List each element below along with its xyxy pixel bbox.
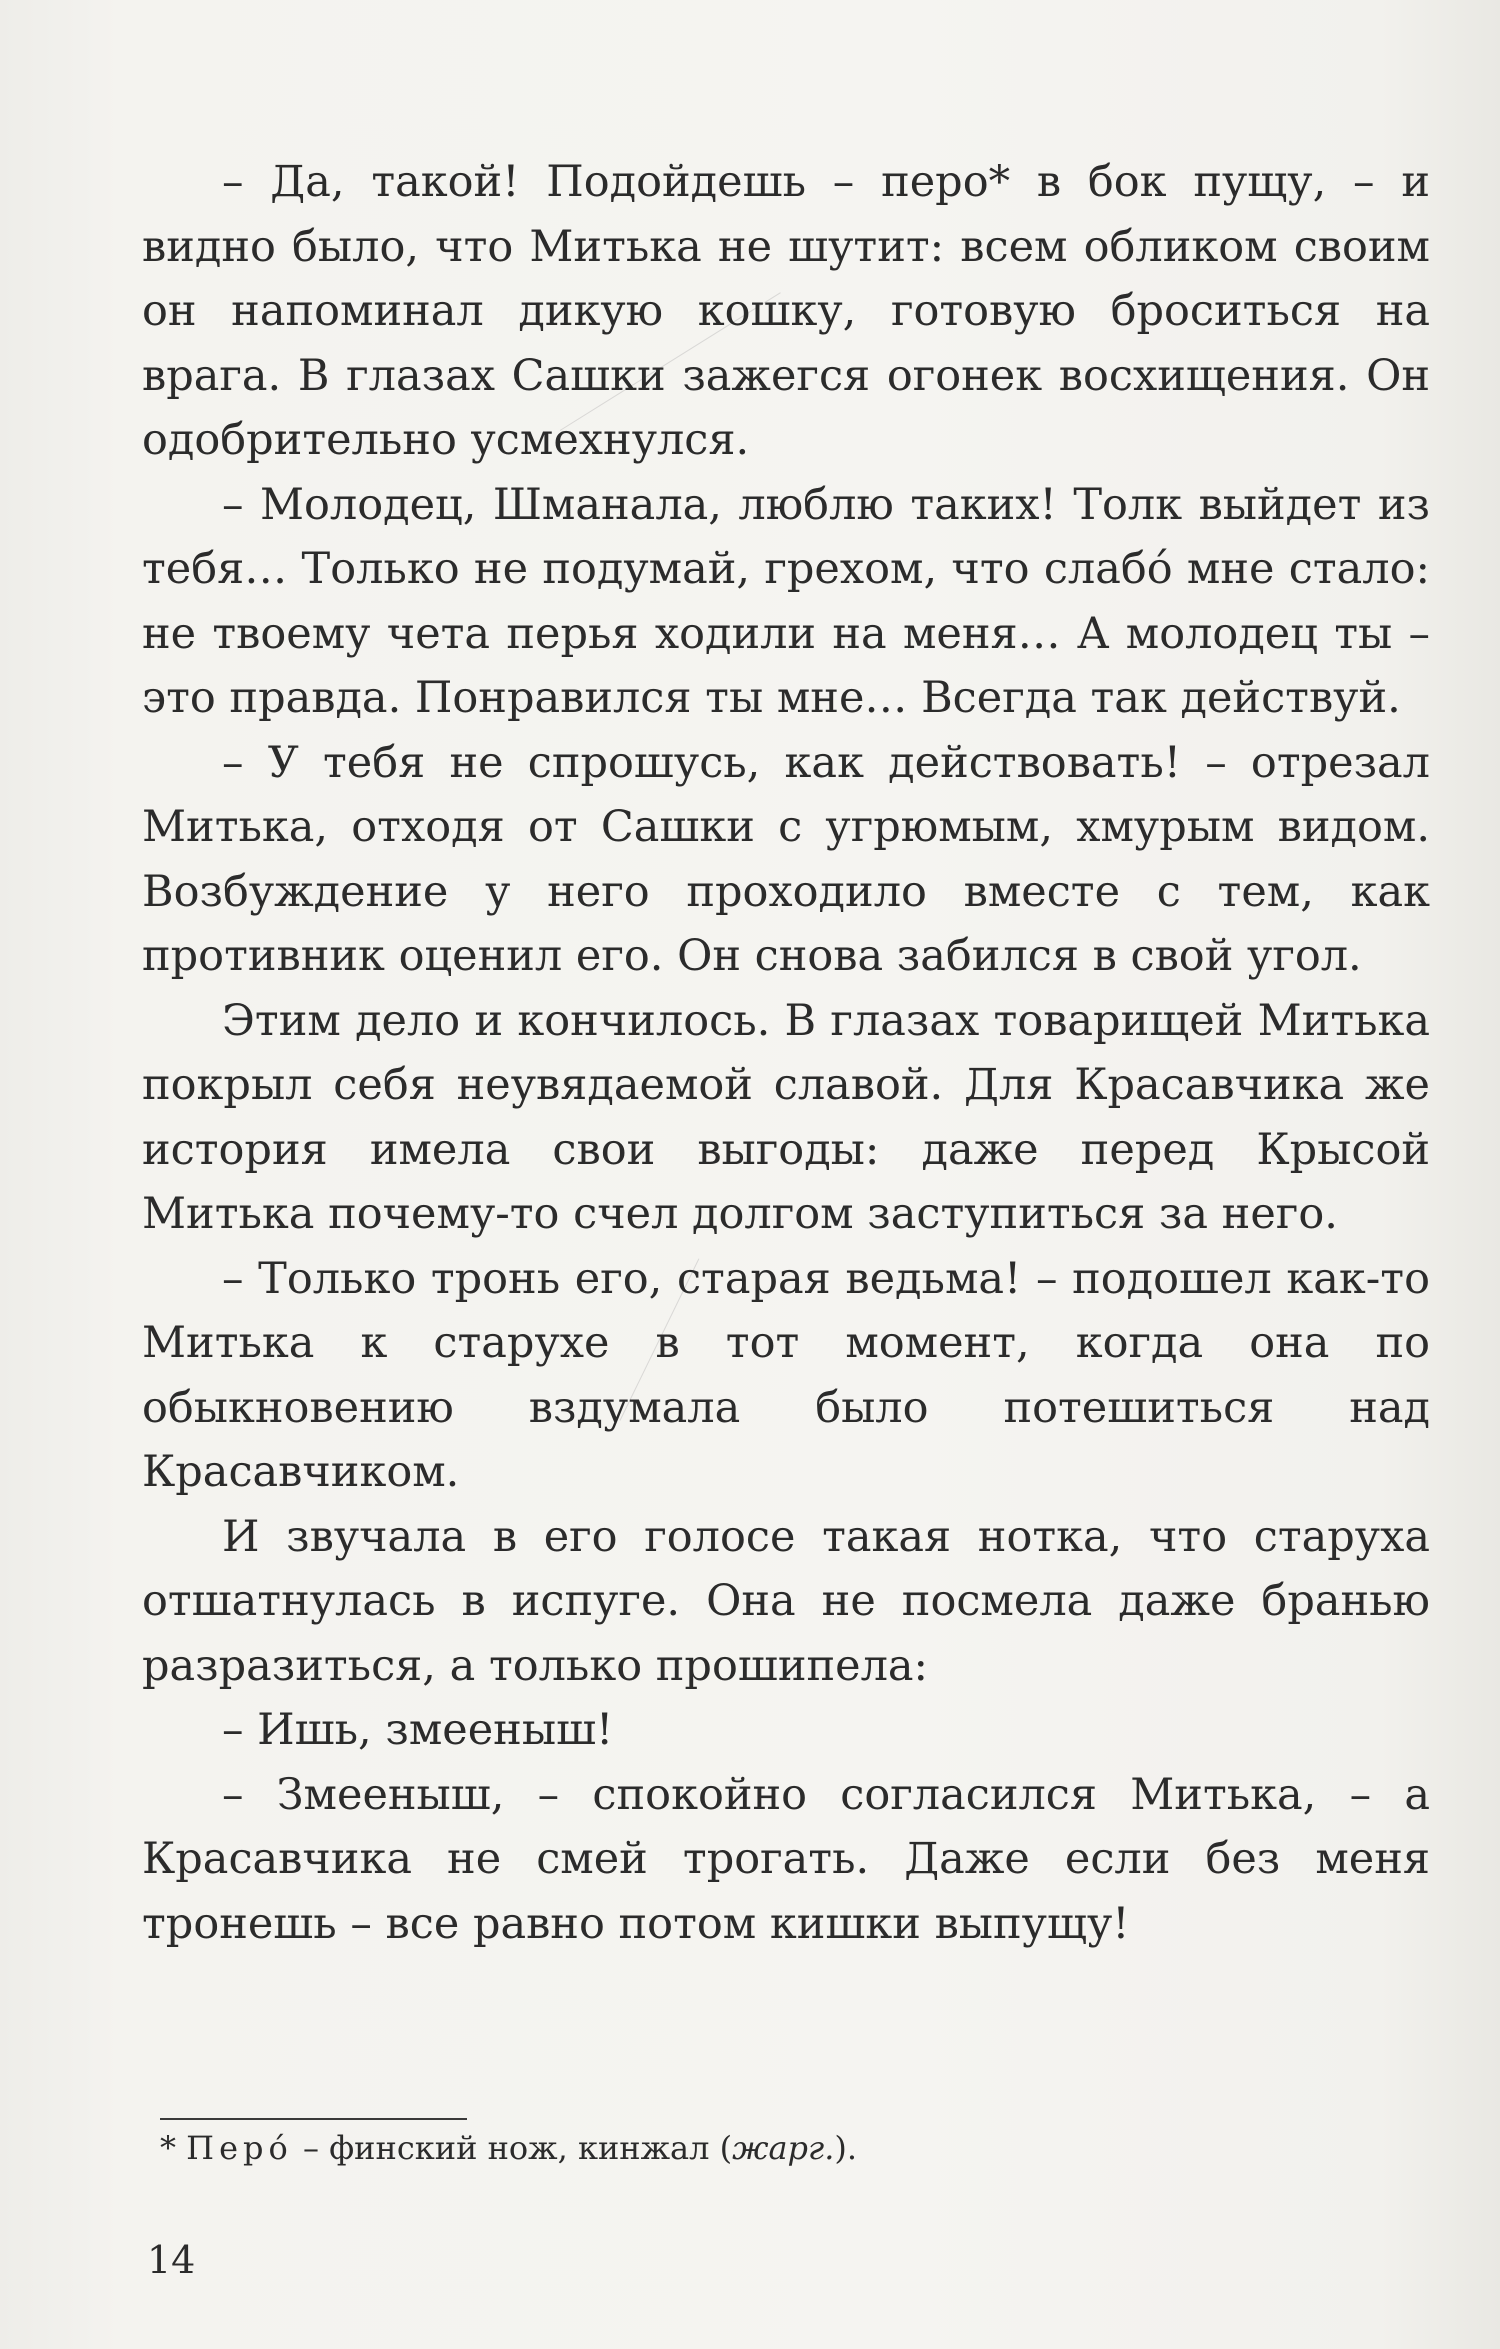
paragraph: – Змееныш, – спокойно согласился Митька, – а Красавчика не смей трогать. Даже если без меня тронешь – все равно потом кишки выпущу! xyxy=(142,1769,1430,1949)
paragraph: – У тебя не спрошусь, как действовать! – отрезал Митька, отходя от Сашки с угрюмым, хмурым видом. Возбуждение у него проходило вместе с тем, как противник оценил его. Он снова забился в свой угол. xyxy=(142,737,1430,981)
paragraph: – Ишь, змееныш! xyxy=(222,1705,614,1755)
main-text xyxy=(142,150,1430,1956)
paragraph: Этим дело и кончилось. В глазах товарищей Митька покрыл себя неувядаемой славой. Для Красавчика же история имела свои выгоды: даже перед Крысой Митька почему-то счел долгом заступиться за него. xyxy=(142,995,1430,1239)
paragraph: – Молодец, Шманала, люблю таких! Толк выйдет из тебя… Только не подумай, грехом, что слабо́ мне стало: не твоему чета перья ходили на меня… А молодец ты – это правда. Понравился ты мне… Всегда так действуй. xyxy=(142,479,1430,723)
paragraph: – Только тронь его, старая ведьма! – подошел как-то Митька к старухе в тот момент, когда она по обыкновению вздумала было потешиться над Красавчиком. xyxy=(142,1253,1430,1497)
footnote-term: Перо́ xyxy=(186,2129,293,2167)
footnote-abbreviation: жарг. xyxy=(732,2129,835,2167)
footnote-definition: – финский нож, кинжал ( xyxy=(292,2129,733,2167)
footnote-closing: ). xyxy=(834,2129,858,2167)
footnote-marker: * xyxy=(160,2129,176,2167)
paragraph: И звучала в его голосе такая нотка, что старуха отшатнулась в испуге. Она не посмела даже бранью разразиться, а только прошипела: xyxy=(142,1511,1430,1691)
page-number: 14 xyxy=(147,2238,196,2282)
paragraph: – Да, такой! Подойдешь – перо* в бок пущу, – и видно было, что Митька не шутит: всем обликом своим он напоминал дикую кошку, готовую броситься на врага. В глазах Сашки зажегся огонек восхищения. Он одобрительно усмехнулся. xyxy=(142,157,1430,465)
footnote xyxy=(160,2120,1360,2176)
